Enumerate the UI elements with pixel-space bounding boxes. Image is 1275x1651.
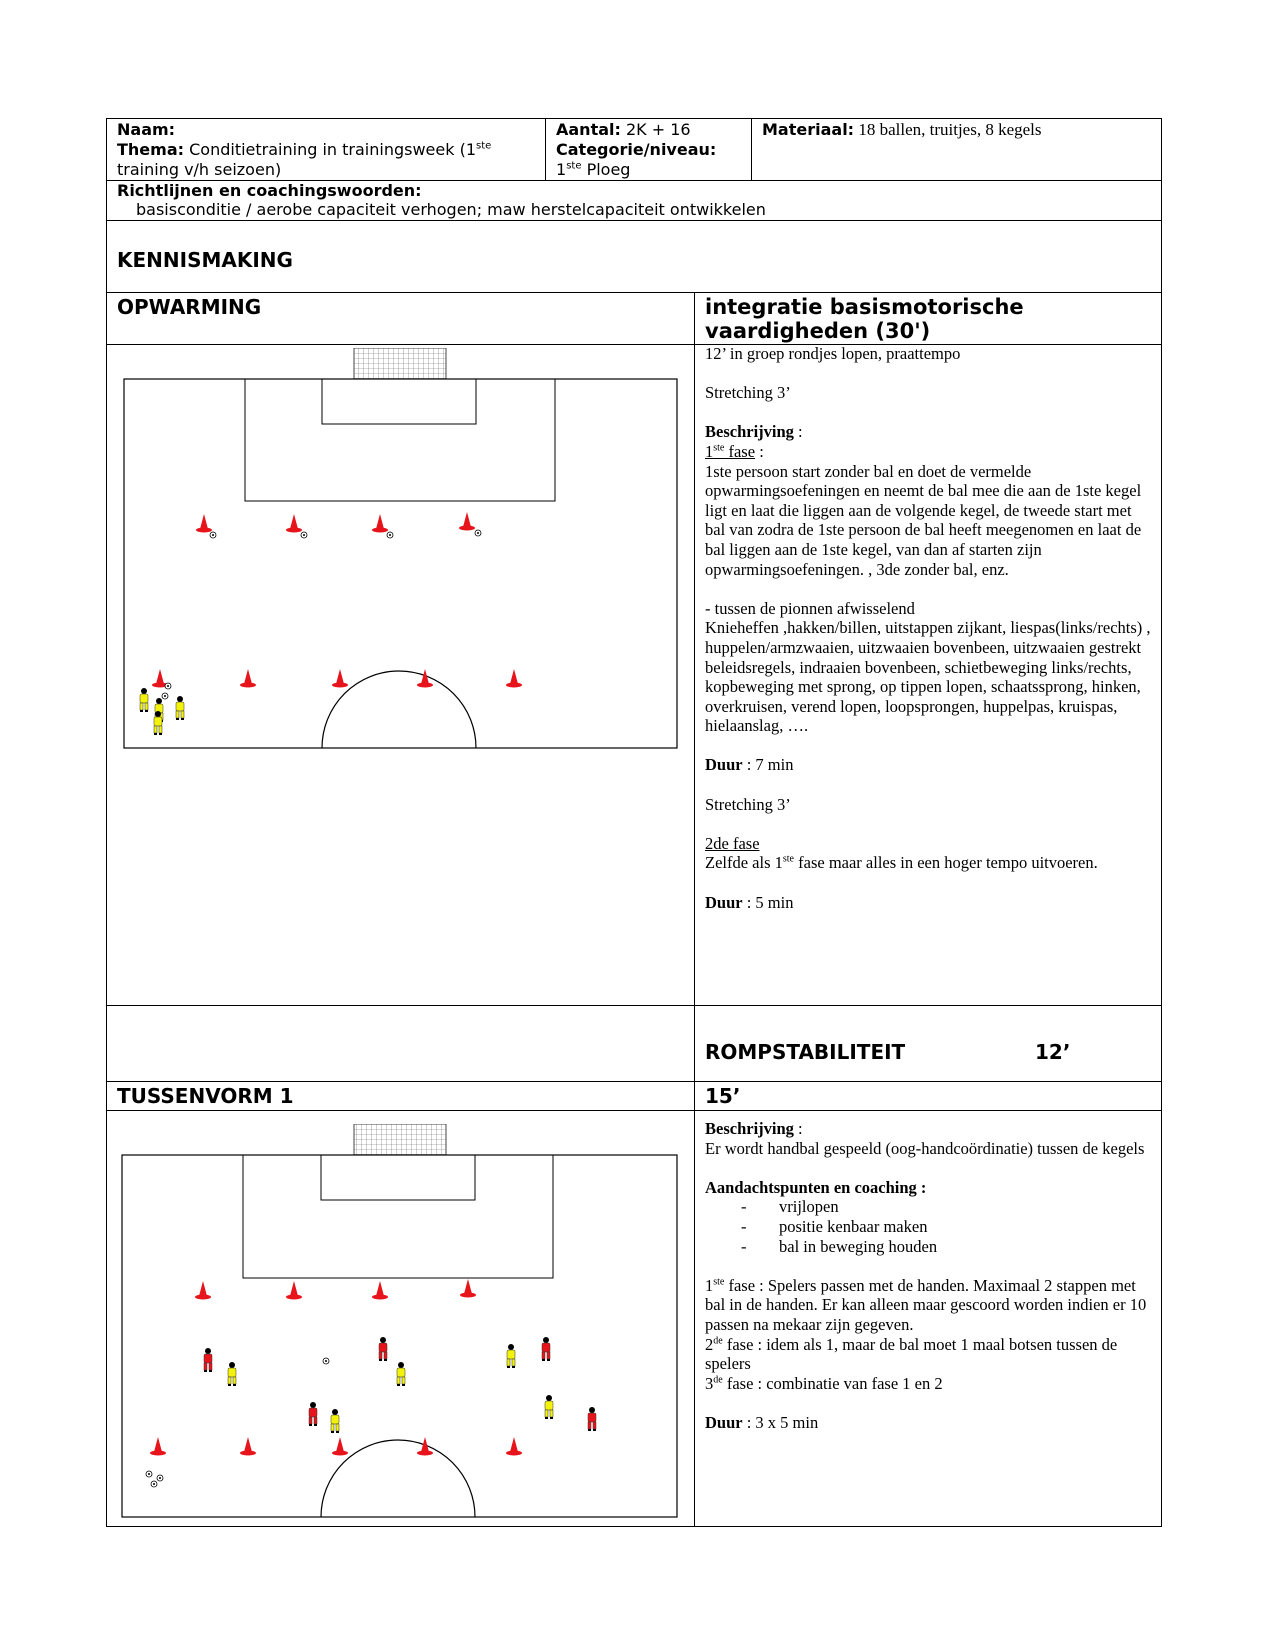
goal-area [321, 1155, 475, 1200]
cone-icon [372, 514, 388, 533]
thema-value: Conditietraining in trainingsweek (1 [184, 140, 476, 159]
yellow-player-icon [228, 1362, 236, 1386]
cone-icon [506, 1437, 522, 1456]
center-circle-arc [322, 671, 476, 748]
coaching-list [705, 1197, 1155, 1256]
thema-line: Thema: Conditietraining in trainingsweek (1ste [117, 140, 492, 159]
goal-area [322, 379, 476, 424]
ball-icon [387, 532, 393, 538]
section-kennismaking: KENNISMAKING [117, 248, 293, 272]
aantal-line [556, 120, 691, 140]
tussenvorm-field-diagram [116, 1124, 688, 1524]
goal-net [354, 348, 446, 379]
rompstabiliteit-title: ROMPSTABILITEIT [705, 1040, 906, 1064]
opwarming-right-title-1: integratie basismotorische [705, 295, 1024, 319]
ball-icon [146, 1471, 152, 1477]
ball-icon [162, 693, 168, 699]
row-divider-3 [106, 292, 1162, 293]
ball-icon [210, 532, 216, 538]
rompstabiliteit-time: 12’ [1035, 1040, 1071, 1064]
niveau-value: 1ste Ploeg [556, 160, 631, 179]
table-bottom-border [106, 1526, 1162, 1527]
list-item: - bal in beweging houden [705, 1237, 1155, 1257]
duur-value: : 7 min [742, 755, 794, 775]
materiaal-value: 18 ballen, truitjes, 8 kegels [854, 120, 1042, 139]
yellow-player-icon [545, 1395, 553, 1419]
fase1-label: 1ste fase [705, 441, 756, 461]
tussenvorm-description: Beschrijving : Er wordt handbal gespeeld (oog-handcoördinatie) tussen de kegels Aandachtspunten en coaching : - vrijlopen - positie kenbaar maken - bal in beweging houden 1ste fase : Spelers passen met de handen. Maximaal 2 stappen met bal in de handen. Er kan alleen maar gescoord worden indien er 10 passen na mekaar zijn gegeven. 2de fase : idem als 1, maar de bal moet 1 maal botsen tussen de spelers 3de fase : combinatie van fase 1 en 2 Duur : 3 x 5 min [705, 1119, 1155, 1433]
red-player-icon [542, 1337, 550, 1361]
table-top-border [106, 118, 1162, 119]
cone-icon [286, 1281, 302, 1300]
thema-label: Thema: [117, 140, 185, 159]
ball-icon [475, 530, 481, 536]
richtlijnen-label: Richtlijnen en coachingswoorden: [117, 181, 422, 200]
red-player-icon [309, 1402, 317, 1426]
body-col-divider [694, 292, 695, 1526]
opwarming-field-diagram [118, 348, 688, 758]
row-divider-6 [106, 1081, 1162, 1082]
list-item: - vrijlopen [705, 1197, 1155, 1217]
cone-icon [506, 669, 522, 688]
categorie-label: Categorie/niveau: [556, 140, 717, 159]
beschrijving-label-2: Beschrijving [705, 1119, 794, 1138]
yellow-player-icon [176, 696, 184, 720]
ball-icon [165, 683, 171, 689]
ball-icon [157, 1475, 163, 1481]
oefeningen-list: Knieheffen ,hakken/billen, uitstappen zijkant, liespas(links/rechts) , huppelen/armzwaaien, uitzwaaien bovenbeen, uitzwaaien gestrekt beleidsregels, indraaien bovenbeen, schietbeweging links/rechts, kopbeweging met sprong, op tippen lopen, schaatssprong, hinken, overkruisen, verend lopen, loopsprongen, huppelpas, kruispas, hielaanslag, …. [705, 618, 1151, 736]
goal-net [354, 1124, 446, 1155]
thema-value-cont: training v/h seizoen) [117, 160, 282, 179]
beschrijving-label: Beschrijving [705, 422, 794, 442]
cone-icon [372, 1281, 388, 1300]
tussenvorm-time: 15’ [705, 1084, 741, 1108]
header-col-divider-2 [751, 118, 752, 180]
table-right-border [1161, 118, 1162, 1526]
field-outline [124, 379, 677, 748]
duur-label-3: Duur [705, 1412, 743, 1432]
header-col-divider-1 [545, 118, 546, 180]
cone-icon [150, 1437, 166, 1456]
cone-icon [240, 1437, 256, 1456]
fase1-text: 1ste persoon start zonder bal en doet de vermelde opwarmingsoefeningen en neemt de bal mee die aan de 1ste kegel ligt en laat die liggen aan de volgende kegel, de tweede start met bal van zodra de 1ste persoon de bal heeft meegenomen en laat de bal liggen aan de 1ste kegel, van dan af starten zijn opwarmingsoefeningen. , 3de zonder bal, enz. [705, 461, 1142, 579]
duur-label: Duur [705, 755, 743, 775]
richtlijnen-text: basisconditie / aerobe capaciteit verhogen; maw herstelcapaciteit ontwikkelen [136, 200, 766, 219]
opwarming-right-title-2: vaardigheden (30') [705, 319, 931, 343]
aantal-label: Aantal: [556, 120, 621, 139]
penalty-area [243, 1155, 553, 1278]
yellow-player-icon [154, 711, 162, 735]
cone-icon [196, 514, 212, 533]
yellow-player-icon [507, 1344, 515, 1368]
fase-1-text: 1ste fase : Spelers passen met de handen. Maximaal 2 stappen met bal in de handen. Er kan alleen maar gescoord worden indien er 10 passen na mekaar zijn gegeven. [705, 1275, 1147, 1334]
cone-icon [332, 669, 348, 688]
row-divider-7 [106, 1110, 1162, 1111]
cone-icon [240, 669, 256, 688]
duur-label-2: Duur [705, 892, 743, 912]
red-player-icon [588, 1407, 596, 1431]
red-player-icon [204, 1348, 212, 1372]
yellow-player-icon [397, 1362, 405, 1386]
duur-value-3: : 3 x 5 min [742, 1412, 819, 1432]
row-divider-5 [106, 1005, 1162, 1006]
ball-icon [323, 1358, 329, 1364]
opwarming-stretching-1: Stretching 3’ [705, 383, 791, 403]
yellow-player-icon [140, 688, 148, 712]
aantal-value: 2K + 16 [620, 120, 691, 139]
materiaal-line [762, 120, 1042, 141]
fase2-label: 2de fase [705, 833, 760, 853]
cone-icon [459, 512, 475, 531]
penalty-area [245, 379, 555, 501]
fase2-text: Zelfde als 1ste fase maar alles in een hoger tempo uitvoeren. [705, 853, 1098, 873]
list-item: - positie kenbaar maken [705, 1217, 1155, 1237]
cone-icon [460, 1279, 476, 1298]
opwarming-title: OPWARMING [117, 295, 262, 319]
pionnen-intro: - tussen de pionnen afwisselend [705, 598, 915, 618]
yellow-player-icon [331, 1409, 339, 1433]
opwarming-stretching-2: Stretching 3’ [705, 794, 791, 814]
row-divider-2 [106, 220, 1162, 221]
cone-icon [417, 669, 433, 688]
aandachtspunten-label: Aandachtspunten en coaching : [705, 1177, 927, 1197]
field-outline [122, 1155, 677, 1517]
cone-icon [332, 1437, 348, 1456]
naam-label: Naam: [117, 120, 176, 139]
ball-icon [301, 532, 307, 538]
cone-icon [417, 1437, 433, 1456]
opwarming-description: 12’ in groep rondjes lopen, praattempo Stretching 3’ Beschrijving : 1ste fase : 1ste persoon start zonder bal en doet de vermelde opwarmingsoefeningen en neemt de bal mee die aan de 1ste kegel ligt en laat die liggen aan de volgende kegel, de tweede start met bal van zodra de 1ste persoon de bal heeft meegenomen en laat de bal liggen aan de 1ste kegel, van dan af starten zijn opwarmingsoefeningen. , 3de zonder bal, enz. - tussen de pionnen afwisselend Knieheffen ,hakken/billen, uitstappen zijkant, liespas(links/rechts) , huppelen/armzwaaien, uitzwaaien bovenbeen, uitzwaaien gestrekt beleidsregels, indraaien bovenbeen, schietbeweging links/rechts, kopbeweging met sprong, op tippen lopen, schaatssprong, hinken, overkruisen, verend lopen, loopsprongen, huppelpas, kruispas, hielaanslag, …. Duur : 7 min Stretching 3’ 2de fase Zelfde als 1ste fase maar alles in een hoger tempo uitvoeren. Duur : 5 min [705, 344, 1155, 912]
fase-2-text: 2de fase : idem als 1, maar de bal moet 1 maal botsen tussen de spelers [705, 1334, 1118, 1374]
duur-value-2: : 5 min [742, 892, 794, 912]
ball-icon [151, 1481, 157, 1487]
cone-icon [195, 1281, 211, 1300]
fase-3-text: 3de fase : combinatie van fase 1 en 2 [705, 1373, 943, 1393]
table-left-border [106, 118, 107, 1526]
cone-icon [286, 514, 302, 533]
opwarming-line-1: 12’ in groep rondjes lopen, praattempo [705, 344, 961, 363]
red-player-icon [379, 1337, 387, 1361]
materiaal-label: Materiaal: [762, 120, 855, 139]
tussenvorm-title: TUSSENVORM 1 [117, 1084, 294, 1108]
tussenvorm-desc: Er wordt handbal gespeeld (oog-handcoördinatie) tussen de kegels [705, 1138, 1145, 1158]
